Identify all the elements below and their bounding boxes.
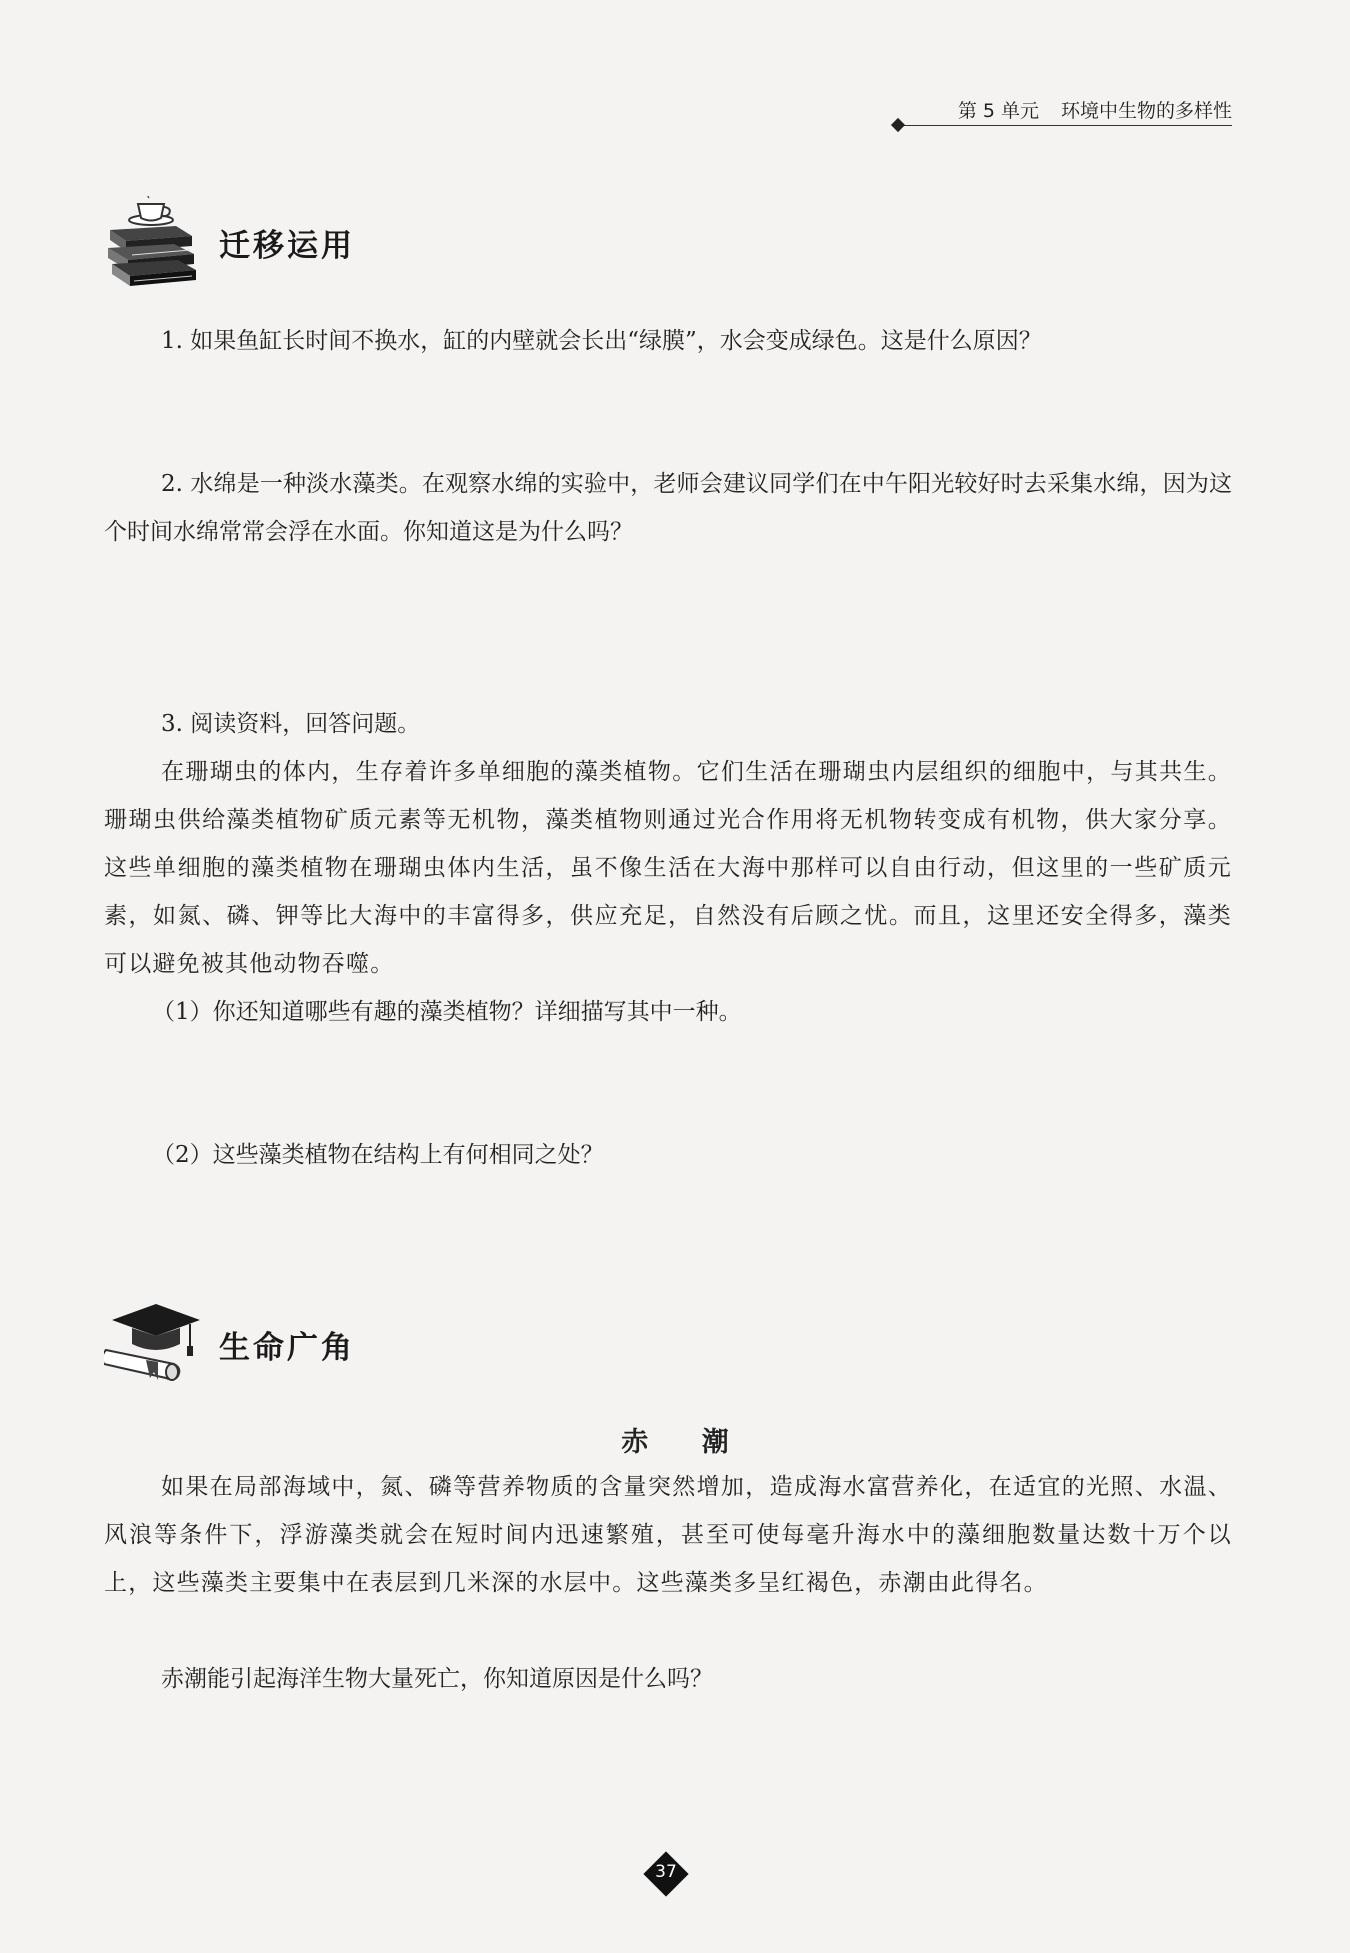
- article-paragraph: 如果在局部海域中，氮、磷等营养物质的含量突然增加，造成海水富营养化，在适宜的光照、水温、风浪等条件下，浮游藻类就会在短时间内迅速繁殖，甚至可使每毫升海水中的藻细胞数量达数十万个以上，这些藻类主要集中在表层到几米深的水层中。这些藻类多呈红褐色，赤潮由此得名。: [104, 1474, 1232, 1596]
- graduation-cap-icon: [104, 1298, 204, 1384]
- question-1: 1. 如果鱼缸长时间不换水，缸的内壁就会长出“绿膜”，水会变成绿色。这是什么原因？: [161, 328, 1042, 354]
- section-header-transfer: [104, 196, 504, 286]
- question-3-1: （1）你还知道哪些有趣的藻类植物？详细描写其中一种。: [152, 999, 742, 1025]
- books-coffee-icon: [104, 196, 200, 286]
- reading-passage: 在珊瑚虫的体内，生存着许多单细胞的藻类植物。它们生活在珊瑚虫内层组织的细胞中，与其共生。珊瑚虫供给藻类植物矿质元素等无机物，藻类植物则通过光合作用将无机物转变成有机物，供大家分享。这些单细胞的藻类植物在珊瑚虫体内生活，虽不像生活在大海中那样可以自由行动，但这里的一些矿质元素，如氮、磷、钾等比大海中的丰富得多，供应充足，自然没有后顾之忧。而且，这里还安全得多，藻类可以避免被其他动物吞噬。: [104, 759, 1232, 977]
- running-header: [900, 96, 1232, 123]
- question-3-2: （2）这些藻类植物在结构上有何相同之处？: [152, 1142, 604, 1168]
- article-title: 赤 潮: [621, 1427, 729, 1458]
- question-3: 3. 阅读资料，回答问题。: [161, 711, 421, 737]
- page-number: [643, 1851, 689, 1897]
- question-2: 2. 水绵是一种淡水藻类。在观察水绵的实验中，老师会建议同学们在中午阳光较好时去采集水绵，因为这个时间水绵常常会浮在水面。你知道这是为什么吗？: [104, 471, 1232, 545]
- article-question: 赤潮能引起海洋生物大量死亡，你知道原因是什么吗？: [161, 1666, 713, 1692]
- page-number-text: 37: [655, 1862, 677, 1882]
- unit-title: 环境中生物的多样性: [1060, 100, 1232, 122]
- header-rule: [900, 125, 1232, 126]
- unit-number: 第 5 单元: [957, 100, 1039, 122]
- section-header-life-wide-angle: [104, 1298, 504, 1388]
- section-title: 生命广角: [219, 1330, 355, 1366]
- section-title: 迁移运用: [219, 228, 355, 264]
